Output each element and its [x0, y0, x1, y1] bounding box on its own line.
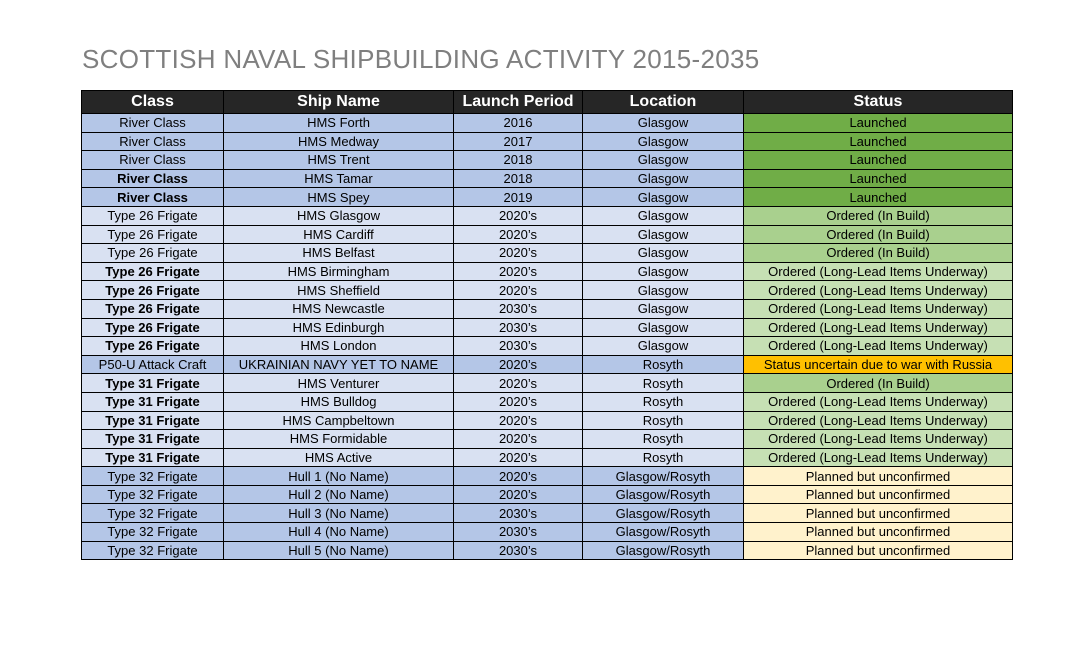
class-cell: River Class [82, 169, 224, 188]
status-cell: Ordered (Long-Lead Items Underway) [744, 411, 1013, 430]
ship-name-cell: HMS Trent [224, 151, 454, 170]
location-cell: Glasgow/Rosyth [583, 541, 744, 560]
location-cell: Glasgow [583, 262, 744, 281]
class-cell: Type 31 Frigate [82, 374, 224, 393]
launch-period-cell: 2030’s [454, 523, 583, 542]
shipbuilding-table [81, 90, 1013, 560]
launch-period-cell: 2030’s [454, 504, 583, 523]
launch-period-cell: 2020’s [454, 355, 583, 374]
class-cell: Type 32 Frigate [82, 504, 224, 523]
status-cell: Ordered (In Build) [744, 225, 1013, 244]
table-row [82, 374, 1013, 393]
ship-name-cell: Hull 2 (No Name) [224, 485, 454, 504]
launch-period-cell: 2020’s [454, 244, 583, 263]
ship-name-cell: HMS Glasgow [224, 206, 454, 225]
status-cell: Ordered (Long-Lead Items Underway) [744, 392, 1013, 411]
location-cell: Glasgow [583, 299, 744, 318]
location-cell: Rosyth [583, 411, 744, 430]
location-cell: Glasgow/Rosyth [583, 485, 744, 504]
ship-name-cell: HMS Cardiff [224, 225, 454, 244]
location-cell: Glasgow [583, 114, 744, 133]
location-cell: Rosyth [583, 355, 744, 374]
class-cell: Type 26 Frigate [82, 299, 224, 318]
launch-period-cell: 2020’s [454, 225, 583, 244]
class-cell: Type 26 Frigate [82, 262, 224, 281]
status-cell: Ordered (Long-Lead Items Underway) [744, 318, 1013, 337]
table-row [82, 541, 1013, 560]
table-row [82, 151, 1013, 170]
status-cell: Ordered (Long-Lead Items Underway) [744, 299, 1013, 318]
ship-name-cell: HMS Bulldog [224, 392, 454, 411]
status-cell: Ordered (In Build) [744, 244, 1013, 263]
ship-name-cell: HMS Formidable [224, 430, 454, 449]
class-cell: Type 32 Frigate [82, 541, 224, 560]
table-row [82, 114, 1013, 133]
table-row [82, 485, 1013, 504]
location-cell: Glasgow/Rosyth [583, 523, 744, 542]
ship-name-cell: HMS London [224, 337, 454, 356]
class-cell: Type 31 Frigate [82, 448, 224, 467]
location-cell: Glasgow [583, 206, 744, 225]
location-cell: Glasgow [583, 225, 744, 244]
header-status: Status [744, 91, 1013, 114]
ship-name-cell: HMS Venturer [224, 374, 454, 393]
ship-name-cell: Hull 3 (No Name) [224, 504, 454, 523]
table-row [82, 262, 1013, 281]
table-body [82, 114, 1013, 560]
class-cell: Type 26 Frigate [82, 318, 224, 337]
location-cell: Glasgow [583, 244, 744, 263]
launch-period-cell: 2020’s [454, 392, 583, 411]
ship-name-cell: HMS Tamar [224, 169, 454, 188]
launch-period-cell: 2030’s [454, 337, 583, 356]
location-cell: Glasgow [583, 188, 744, 207]
class-cell: Type 32 Frigate [82, 467, 224, 486]
table-row [82, 448, 1013, 467]
launch-period-cell: 2020’s [454, 262, 583, 281]
location-cell: Glasgow [583, 318, 744, 337]
table-row [82, 225, 1013, 244]
ship-name-cell: UKRAINIAN NAVY YET TO NAME [224, 355, 454, 374]
class-cell: River Class [82, 114, 224, 133]
class-cell: River Class [82, 151, 224, 170]
table-row [82, 244, 1013, 263]
location-cell: Rosyth [583, 448, 744, 467]
table-row [82, 504, 1013, 523]
header-class: Class [82, 91, 224, 114]
header-row [82, 91, 1013, 114]
launch-period-cell: 2030’s [454, 318, 583, 337]
table-row [82, 523, 1013, 542]
launch-period-cell: 2020’s [454, 374, 583, 393]
launch-period-cell: 2018 [454, 151, 583, 170]
table-row [82, 206, 1013, 225]
status-cell: Ordered (Long-Lead Items Underway) [744, 337, 1013, 356]
ship-name-cell: HMS Newcastle [224, 299, 454, 318]
status-cell: Planned but unconfirmed [744, 541, 1013, 560]
status-cell: Launched [744, 114, 1013, 133]
status-cell: Planned but unconfirmed [744, 485, 1013, 504]
launch-period-cell: 2020’s [454, 430, 583, 449]
header-launch-period: Launch Period [454, 91, 583, 114]
ship-name-cell: HMS Belfast [224, 244, 454, 263]
launch-period-cell: 2030’s [454, 299, 583, 318]
header-location: Location [583, 91, 744, 114]
class-cell: River Class [82, 132, 224, 151]
status-cell: Ordered (Long-Lead Items Underway) [744, 262, 1013, 281]
ship-name-cell: HMS Campbeltown [224, 411, 454, 430]
status-cell: Launched [744, 169, 1013, 188]
class-cell: River Class [82, 188, 224, 207]
launch-period-cell: 2020’s [454, 281, 583, 300]
location-cell: Glasgow/Rosyth [583, 504, 744, 523]
table-row [82, 299, 1013, 318]
class-cell: Type 31 Frigate [82, 411, 224, 430]
location-cell: Glasgow [583, 169, 744, 188]
ship-name-cell: Hull 5 (No Name) [224, 541, 454, 560]
page-title: SCOTTISH NAVAL SHIPBUILDING ACTIVITY 2015-2035 [82, 44, 760, 74]
status-cell: Launched [744, 151, 1013, 170]
status-cell: Planned but unconfirmed [744, 504, 1013, 523]
class-cell: Type 26 Frigate [82, 281, 224, 300]
table-row [82, 467, 1013, 486]
ship-name-cell: Hull 1 (No Name) [224, 467, 454, 486]
class-cell: Type 26 Frigate [82, 337, 224, 356]
table-row [82, 392, 1013, 411]
status-cell: Status uncertain due to war with Russia [744, 355, 1013, 374]
ship-name-cell: Hull 4 (No Name) [224, 523, 454, 542]
class-cell: Type 31 Frigate [82, 430, 224, 449]
table-row [82, 169, 1013, 188]
header-ship-name: Ship Name [224, 91, 454, 114]
table-row [82, 188, 1013, 207]
ship-name-cell: HMS Forth [224, 114, 454, 133]
class-cell: Type 26 Frigate [82, 206, 224, 225]
location-cell: Rosyth [583, 430, 744, 449]
table-row [82, 132, 1013, 151]
table-row [82, 337, 1013, 356]
status-cell: Ordered (Long-Lead Items Underway) [744, 281, 1013, 300]
ship-name-cell: HMS Spey [224, 188, 454, 207]
launch-period-cell: 2020’s [454, 467, 583, 486]
status-cell: Launched [744, 188, 1013, 207]
ship-name-cell: HMS Birmingham [224, 262, 454, 281]
ship-name-cell: HMS Sheffield [224, 281, 454, 300]
launch-period-cell: 2020’s [454, 485, 583, 504]
table-row [82, 430, 1013, 449]
ship-name-cell: HMS Medway [224, 132, 454, 151]
status-cell: Ordered (Long-Lead Items Underway) [744, 430, 1013, 449]
launch-period-cell: 2019 [454, 188, 583, 207]
class-cell: Type 32 Frigate [82, 523, 224, 542]
status-cell: Ordered (Long-Lead Items Underway) [744, 448, 1013, 467]
status-cell: Planned but unconfirmed [744, 523, 1013, 542]
table-row [82, 355, 1013, 374]
launch-period-cell: 2020’s [454, 411, 583, 430]
location-cell: Rosyth [583, 374, 744, 393]
class-cell: P50-U Attack Craft [82, 355, 224, 374]
launch-period-cell: 2020’s [454, 448, 583, 467]
ship-name-cell: HMS Active [224, 448, 454, 467]
launch-period-cell: 2030’s [454, 541, 583, 560]
class-cell: Type 31 Frigate [82, 392, 224, 411]
location-cell: Rosyth [583, 392, 744, 411]
class-cell: Type 26 Frigate [82, 244, 224, 263]
table-header [82, 91, 1013, 114]
launch-period-cell: 2020’s [454, 206, 583, 225]
class-cell: Type 32 Frigate [82, 485, 224, 504]
ship-name-cell: HMS Edinburgh [224, 318, 454, 337]
table-row [82, 318, 1013, 337]
table-row [82, 411, 1013, 430]
status-cell: Launched [744, 132, 1013, 151]
status-cell: Ordered (In Build) [744, 206, 1013, 225]
location-cell: Glasgow [583, 337, 744, 356]
launch-period-cell: 2017 [454, 132, 583, 151]
location-cell: Glasgow [583, 132, 744, 151]
location-cell: Glasgow [583, 281, 744, 300]
status-cell: Planned but unconfirmed [744, 467, 1013, 486]
location-cell: Glasgow/Rosyth [583, 467, 744, 486]
launch-period-cell: 2018 [454, 169, 583, 188]
location-cell: Glasgow [583, 151, 744, 170]
class-cell: Type 26 Frigate [82, 225, 224, 244]
launch-period-cell: 2016 [454, 114, 583, 133]
status-cell: Ordered (In Build) [744, 374, 1013, 393]
table-row [82, 281, 1013, 300]
